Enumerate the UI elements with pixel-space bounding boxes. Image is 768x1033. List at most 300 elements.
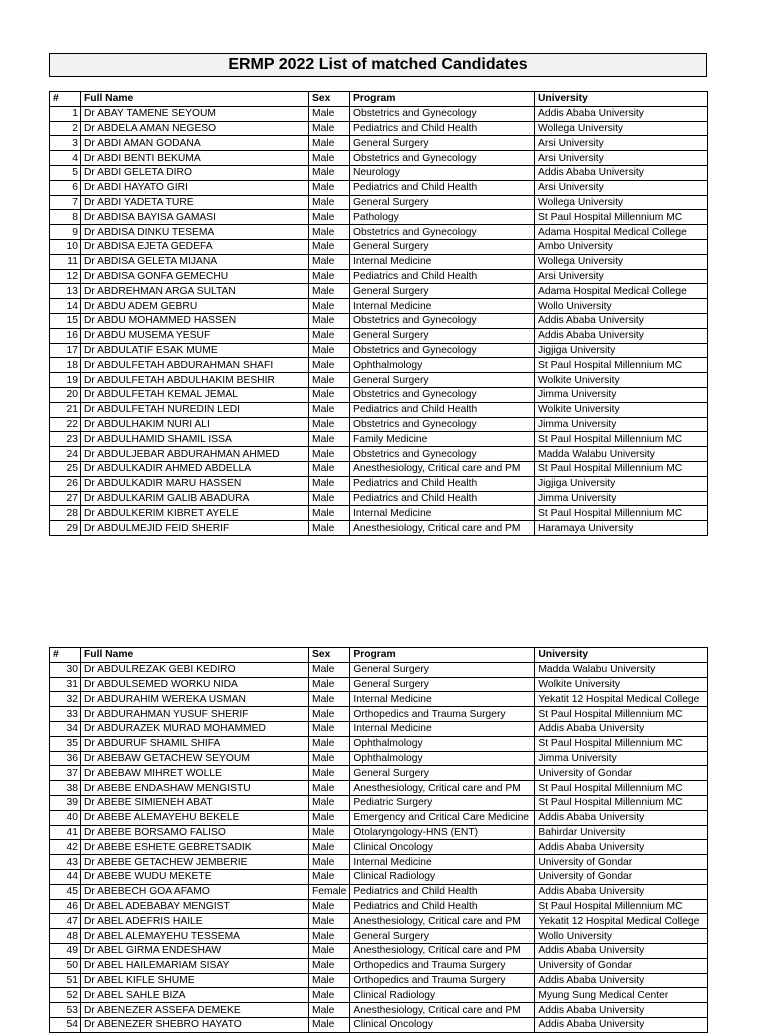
sex-cell: Male <box>309 943 350 958</box>
row-number: 2 <box>50 121 81 136</box>
program-cell: Clinical Radiology <box>350 988 535 1003</box>
university-cell: Jigjiga University <box>535 343 708 358</box>
university-cell: St Paul Hospital Millennium MC <box>535 899 708 914</box>
university-cell: Adama Hospital Medical College <box>535 225 708 240</box>
university-cell: Yekatit 12 Hospital Medical College <box>535 692 708 707</box>
program-cell: Internal Medicine <box>350 254 535 269</box>
program-cell: General Surgery <box>350 766 535 781</box>
table-row <box>50 121 708 136</box>
program-cell: Ophthalmology <box>350 358 535 373</box>
row-number: 33 <box>50 707 81 722</box>
program-cell: Clinical Oncology <box>350 1017 535 1032</box>
university-cell: University of Gondar <box>535 855 708 870</box>
table-row <box>50 136 708 151</box>
sex-cell: Male <box>309 121 350 136</box>
table-row <box>50 692 708 707</box>
table-row <box>50 461 708 476</box>
row-number: 22 <box>50 417 81 432</box>
university-cell: Arsi University <box>535 151 708 166</box>
full-name-cell: Dr ABENEZER SHEBRO HAYATO <box>81 1017 309 1032</box>
sex-cell: Male <box>309 1017 350 1032</box>
sex-cell: Male <box>309 692 350 707</box>
program-cell: Pediatrics and Child Health <box>350 491 535 506</box>
sex-cell: Male <box>309 210 350 225</box>
university-cell: St Paul Hospital Millennium MC <box>535 506 708 521</box>
program-cell: Internal Medicine <box>350 855 535 870</box>
row-number: 31 <box>50 677 81 692</box>
table-row <box>50 840 708 855</box>
university-cell: University of Gondar <box>535 869 708 884</box>
program-cell: Pediatrics and Child Health <box>350 269 535 284</box>
sex-cell: Male <box>309 269 350 284</box>
program-cell: Otolaryngology-HNS (ENT) <box>350 825 535 840</box>
row-number: 32 <box>50 692 81 707</box>
sex-cell: Male <box>309 766 350 781</box>
table-header-row <box>50 92 708 107</box>
program-cell: General Surgery <box>350 284 535 299</box>
sex-cell: Male <box>309 328 350 343</box>
full-name-cell: Dr ABENEZER ASSEFA DEMEKE <box>81 1003 309 1018</box>
row-number: 29 <box>50 521 81 536</box>
row-number: 52 <box>50 988 81 1003</box>
program-cell: Pediatrics and Child Health <box>350 121 535 136</box>
university-cell: Madda Walabu University <box>535 662 708 677</box>
sex-cell: Male <box>309 313 350 328</box>
program-cell: Ophthalmology <box>350 736 535 751</box>
table-row <box>50 476 708 491</box>
row-number: 18 <box>50 358 81 373</box>
university-cell: Addis Ababa University <box>535 973 708 988</box>
full-name-cell: Dr ABEBE BORSAMO FALISO <box>81 825 309 840</box>
candidates-table-1 <box>49 91 708 536</box>
table-row <box>50 180 708 195</box>
sex-cell: Female <box>309 884 350 899</box>
program-cell: Obstetrics and Gynecology <box>350 225 535 240</box>
program-cell: Anesthesiology, Critical care and PM <box>350 943 535 958</box>
document-title: ERMP 2022 List of matched Candidates <box>49 53 707 77</box>
full-name-cell: Dr ABDI BENTI BEKUMA <box>81 151 309 166</box>
table-row <box>50 358 708 373</box>
row-number: 15 <box>50 313 81 328</box>
university-cell: Arsi University <box>535 269 708 284</box>
full-name-cell: Dr ABDU MOHAMMED HASSEN <box>81 313 309 328</box>
program-cell: Anesthesiology, Critical care and PM <box>350 781 535 796</box>
full-name-cell: Dr ABDULKERIM KIBRET AYELE <box>81 506 309 521</box>
row-number: 24 <box>50 447 81 462</box>
row-number: 14 <box>50 299 81 314</box>
row-number: 23 <box>50 432 81 447</box>
program-cell: Anesthesiology, Critical care and PM <box>350 461 535 476</box>
sex-cell: Male <box>309 840 350 855</box>
university-cell: Jimma University <box>535 491 708 506</box>
program-cell: Pediatrics and Child Health <box>350 476 535 491</box>
university-cell: Madda Walabu University <box>535 447 708 462</box>
sex-cell: Male <box>309 432 350 447</box>
row-number: 26 <box>50 476 81 491</box>
program-cell: Obstetrics and Gynecology <box>350 387 535 402</box>
row-number: 41 <box>50 825 81 840</box>
university-cell: Addis Ababa University <box>535 1017 708 1032</box>
university-cell: Bahirdar University <box>535 825 708 840</box>
program-cell: General Surgery <box>350 136 535 151</box>
row-number: 54 <box>50 1017 81 1032</box>
row-number: 37 <box>50 766 81 781</box>
table-row <box>50 254 708 269</box>
program-cell: Family Medicine <box>350 432 535 447</box>
full-name-cell: Dr ABDULSEMED WORKU NIDA <box>81 677 309 692</box>
sex-cell: Male <box>309 402 350 417</box>
row-number: 10 <box>50 239 81 254</box>
university-cell: Yekatit 12 Hospital Medical College <box>535 914 708 929</box>
table-row <box>50 751 708 766</box>
sex-cell: Male <box>309 151 350 166</box>
sex-cell: Male <box>309 1003 350 1018</box>
program-cell: Pediatrics and Child Health <box>350 899 535 914</box>
full-name-cell: Dr ABEBAW MIHRET WOLLE <box>81 766 309 781</box>
table-row <box>50 417 708 432</box>
sex-cell: Male <box>309 736 350 751</box>
full-name-cell: Dr ABDURAHMAN YUSUF SHERIF <box>81 707 309 722</box>
full-name-cell: Dr ABAY TAMENE SEYOUM <box>81 106 309 121</box>
table-row <box>50 402 708 417</box>
row-number: 17 <box>50 343 81 358</box>
program-cell: Orthopedics and Trauma Surgery <box>350 958 535 973</box>
university-cell: Wollo University <box>535 299 708 314</box>
row-number: 7 <box>50 195 81 210</box>
column-header-sex: Sex <box>309 92 350 107</box>
row-number: 19 <box>50 373 81 388</box>
sex-cell: Male <box>309 677 350 692</box>
full-name-cell: Dr ABDULKARIM GALIB ABADURA <box>81 491 309 506</box>
column-header-full-name: Full Name <box>81 92 309 107</box>
sex-cell: Male <box>309 476 350 491</box>
university-cell: Addis Ababa University <box>535 1003 708 1018</box>
table-row <box>50 914 708 929</box>
table-row <box>50 373 708 388</box>
table-row <box>50 225 708 240</box>
full-name-cell: Dr ABEL ADEBABAY MENGIST <box>81 899 309 914</box>
row-number: 5 <box>50 165 81 180</box>
sex-cell: Male <box>309 899 350 914</box>
table-row <box>50 721 708 736</box>
program-cell: Orthopedics and Trauma Surgery <box>350 707 535 722</box>
program-cell: Ophthalmology <box>350 751 535 766</box>
program-cell: General Surgery <box>350 373 535 388</box>
row-number: 47 <box>50 914 81 929</box>
row-number: 43 <box>50 855 81 870</box>
row-number: 34 <box>50 721 81 736</box>
row-number: 35 <box>50 736 81 751</box>
row-number: 46 <box>50 899 81 914</box>
sex-cell: Male <box>309 106 350 121</box>
row-number: 42 <box>50 840 81 855</box>
full-name-cell: Dr ABDU ADEM GEBRU <box>81 299 309 314</box>
sex-cell: Male <box>309 358 350 373</box>
table-header-row <box>50 648 708 663</box>
program-cell: Internal Medicine <box>350 692 535 707</box>
row-number: 9 <box>50 225 81 240</box>
table-row <box>50 165 708 180</box>
program-cell: Pediatrics and Child Health <box>350 180 535 195</box>
program-cell: Obstetrics and Gynecology <box>350 447 535 462</box>
table-row <box>50 677 708 692</box>
sex-cell: Male <box>309 781 350 796</box>
full-name-cell: Dr ABEL HAILEMARIAM SISAY <box>81 958 309 973</box>
sex-cell: Male <box>309 929 350 944</box>
university-cell: St Paul Hospital Millennium MC <box>535 736 708 751</box>
full-name-cell: Dr ABDULFETAH KEMAL JEMAL <box>81 387 309 402</box>
full-name-cell: Dr ABDULHAMID SHAMIL ISSA <box>81 432 309 447</box>
full-name-cell: Dr ABDULJEBAR ABDURAHMAN AHMED <box>81 447 309 462</box>
table-row <box>50 825 708 840</box>
column-header-number: # <box>50 92 81 107</box>
column-header-full-name: Full Name <box>81 648 309 663</box>
table-row <box>50 491 708 506</box>
row-number: 40 <box>50 810 81 825</box>
sex-cell: Male <box>309 855 350 870</box>
table-row <box>50 447 708 462</box>
university-cell: Wollega University <box>535 195 708 210</box>
full-name-cell: Dr ABEL GIRMA ENDESHAW <box>81 943 309 958</box>
full-name-cell: Dr ABDULFETAH ABDURAHMAN SHAFI <box>81 358 309 373</box>
row-number: 20 <box>50 387 81 402</box>
sex-cell: Male <box>309 343 350 358</box>
row-number: 36 <box>50 751 81 766</box>
row-number: 48 <box>50 929 81 944</box>
sex-cell: Male <box>309 165 350 180</box>
table-row <box>50 299 708 314</box>
table-row <box>50 662 708 677</box>
program-cell: Obstetrics and Gynecology <box>350 106 535 121</box>
table-row <box>50 343 708 358</box>
university-cell: Jigjiga University <box>535 476 708 491</box>
full-name-cell: Dr ABDI YADETA TURE <box>81 195 309 210</box>
sex-cell: Male <box>309 810 350 825</box>
table-row <box>50 766 708 781</box>
full-name-cell: Dr ABDULMEJID FEID SHERIF <box>81 521 309 536</box>
program-cell: Internal Medicine <box>350 299 535 314</box>
university-cell: St Paul Hospital Millennium MC <box>535 461 708 476</box>
sex-cell: Male <box>309 869 350 884</box>
table-row <box>50 313 708 328</box>
row-number: 13 <box>50 284 81 299</box>
table-row <box>50 328 708 343</box>
university-cell: Arsi University <box>535 136 708 151</box>
table-row <box>50 269 708 284</box>
full-name-cell: Dr ABEL SAHLE BIZA <box>81 988 309 1003</box>
row-number: 6 <box>50 180 81 195</box>
university-cell: Wollo University <box>535 929 708 944</box>
row-number: 45 <box>50 884 81 899</box>
university-cell: Addis Ababa University <box>535 840 708 855</box>
university-cell: Jimma University <box>535 751 708 766</box>
table-row <box>50 151 708 166</box>
full-name-cell: Dr ABDULATIF ESAK MUME <box>81 343 309 358</box>
full-name-cell: Dr ABDISA GELETA MIJANA <box>81 254 309 269</box>
program-cell: General Surgery <box>350 328 535 343</box>
university-cell: Wolkite University <box>535 677 708 692</box>
table-row <box>50 781 708 796</box>
table-row <box>50 795 708 810</box>
row-number: 12 <box>50 269 81 284</box>
table-row <box>50 810 708 825</box>
program-cell: Clinical Radiology <box>350 869 535 884</box>
full-name-cell: Dr ABDI HAYATO GIRI <box>81 180 309 195</box>
sex-cell: Male <box>309 299 350 314</box>
column-header-university: University <box>535 92 708 107</box>
university-cell: Haramaya University <box>535 521 708 536</box>
row-number: 27 <box>50 491 81 506</box>
table-row <box>50 973 708 988</box>
table-row <box>50 210 708 225</box>
sex-cell: Male <box>309 254 350 269</box>
row-number: 38 <box>50 781 81 796</box>
full-name-cell: Dr ABEBE ESHETE GEBRETSADIK <box>81 840 309 855</box>
column-header-program: Program <box>350 648 535 663</box>
university-cell: St Paul Hospital Millennium MC <box>535 432 708 447</box>
sex-cell: Male <box>309 180 350 195</box>
column-header-university: University <box>535 648 708 663</box>
sex-cell: Male <box>309 373 350 388</box>
university-cell: Addis Ababa University <box>535 721 708 736</box>
sex-cell: Male <box>309 136 350 151</box>
sex-cell: Male <box>309 707 350 722</box>
university-cell: Addis Ababa University <box>535 165 708 180</box>
row-number: 50 <box>50 958 81 973</box>
university-cell: St Paul Hospital Millennium MC <box>535 358 708 373</box>
full-name-cell: Dr ABDISA GONFA GEMECHU <box>81 269 309 284</box>
full-name-cell: Dr ABDU MUSEMA YESUF <box>81 328 309 343</box>
program-cell: Pediatrics and Child Health <box>350 402 535 417</box>
program-cell: Clinical Oncology <box>350 840 535 855</box>
row-number: 1 <box>50 106 81 121</box>
row-number: 21 <box>50 402 81 417</box>
row-number: 8 <box>50 210 81 225</box>
university-cell: Arsi University <box>535 180 708 195</box>
table-row <box>50 929 708 944</box>
program-cell: Obstetrics and Gynecology <box>350 151 535 166</box>
column-header-program: Program <box>350 92 535 107</box>
row-number: 11 <box>50 254 81 269</box>
sex-cell: Male <box>309 461 350 476</box>
program-cell: General Surgery <box>350 677 535 692</box>
sex-cell: Male <box>309 973 350 988</box>
full-name-cell: Dr ABDISA EJETA GEDEFA <box>81 239 309 254</box>
full-name-cell: Dr ABDURUF SHAMIL SHIFA <box>81 736 309 751</box>
university-cell: St Paul Hospital Millennium MC <box>535 795 708 810</box>
column-header-number: # <box>50 648 81 663</box>
table-row <box>50 195 708 210</box>
program-cell: Pediatric Surgery <box>350 795 535 810</box>
program-cell: Internal Medicine <box>350 721 535 736</box>
full-name-cell: Dr ABDREHMAN ARGA SULTAN <box>81 284 309 299</box>
table-row <box>50 899 708 914</box>
program-cell: Internal Medicine <box>350 506 535 521</box>
row-number: 4 <box>50 151 81 166</box>
university-cell: Addis Ababa University <box>535 810 708 825</box>
university-cell: Addis Ababa University <box>535 313 708 328</box>
program-cell: General Surgery <box>350 929 535 944</box>
full-name-cell: Dr ABEBE GETACHEW JEMBERIE <box>81 855 309 870</box>
program-cell: Orthopedics and Trauma Surgery <box>350 973 535 988</box>
column-header-sex: Sex <box>309 648 350 663</box>
row-number: 3 <box>50 136 81 151</box>
university-cell: Jimma University <box>535 417 708 432</box>
full-name-cell: Dr ABDULFETAH NUREDIN LEDI <box>81 402 309 417</box>
university-cell: University of Gondar <box>535 766 708 781</box>
full-name-cell: Dr ABEL ALEMAYEHU TESSEMA <box>81 929 309 944</box>
sex-cell: Male <box>309 795 350 810</box>
university-cell: Addis Ababa University <box>535 106 708 121</box>
full-name-cell: Dr ABEBE SIMIENEH ABAT <box>81 795 309 810</box>
table-row <box>50 506 708 521</box>
program-cell: General Surgery <box>350 195 535 210</box>
sex-cell: Male <box>309 988 350 1003</box>
row-number: 53 <box>50 1003 81 1018</box>
row-number: 28 <box>50 506 81 521</box>
table-row <box>50 869 708 884</box>
full-name-cell: Dr ABEBE ALEMAYEHU BEKELE <box>81 810 309 825</box>
sex-cell: Male <box>309 721 350 736</box>
program-cell: Pathology <box>350 210 535 225</box>
row-number: 39 <box>50 795 81 810</box>
program-cell: Obstetrics and Gynecology <box>350 313 535 328</box>
row-number: 49 <box>50 943 81 958</box>
full-name-cell: Dr ABDISA BAYISA GAMASI <box>81 210 309 225</box>
sex-cell: Male <box>309 825 350 840</box>
program-cell: General Surgery <box>350 662 535 677</box>
sex-cell: Male <box>309 662 350 677</box>
program-cell: Anesthesiology, Critical care and PM <box>350 1003 535 1018</box>
row-number: 51 <box>50 973 81 988</box>
university-cell: Addis Ababa University <box>535 884 708 899</box>
university-cell: St Paul Hospital Millennium MC <box>535 781 708 796</box>
full-name-cell: Dr ABDI AMAN GODANA <box>81 136 309 151</box>
university-cell: Wollega University <box>535 254 708 269</box>
table-row <box>50 432 708 447</box>
table-row <box>50 1017 708 1032</box>
full-name-cell: Dr ABDULFETAH ABDULHAKIM BESHIR <box>81 373 309 388</box>
university-cell: Addis Ababa University <box>535 328 708 343</box>
full-name-cell: Dr ABDULKADIR AHMED ABDELLA <box>81 461 309 476</box>
sex-cell: Male <box>309 506 350 521</box>
table-row <box>50 958 708 973</box>
full-name-cell: Dr ABDULHAKIM NURI ALI <box>81 417 309 432</box>
university-cell: Myung Sung Medical Center <box>535 988 708 1003</box>
university-cell: Wolkite University <box>535 373 708 388</box>
table-row <box>50 884 708 899</box>
university-cell: Ambo University <box>535 239 708 254</box>
row-number: 16 <box>50 328 81 343</box>
sex-cell: Male <box>309 447 350 462</box>
table-row <box>50 387 708 402</box>
row-number: 25 <box>50 461 81 476</box>
full-name-cell: Dr ABDULKADIR MARU HASSEN <box>81 476 309 491</box>
full-name-cell: Dr ABDELA AMAN NEGESO <box>81 121 309 136</box>
full-name-cell: Dr ABDI GELETA DIRO <box>81 165 309 180</box>
program-cell: General Surgery <box>350 239 535 254</box>
sex-cell: Male <box>309 958 350 973</box>
full-name-cell: Dr ABEBE ENDASHAW MENGISTU <box>81 781 309 796</box>
sex-cell: Male <box>309 491 350 506</box>
table-row <box>50 707 708 722</box>
program-cell: Pediatrics and Child Health <box>350 884 535 899</box>
program-cell: Anesthesiology, Critical care and PM <box>350 914 535 929</box>
sex-cell: Male <box>309 914 350 929</box>
table-row <box>50 106 708 121</box>
university-cell: St Paul Hospital Millennium MC <box>535 210 708 225</box>
full-name-cell: Dr ABDISA DINKU TESEMA <box>81 225 309 240</box>
